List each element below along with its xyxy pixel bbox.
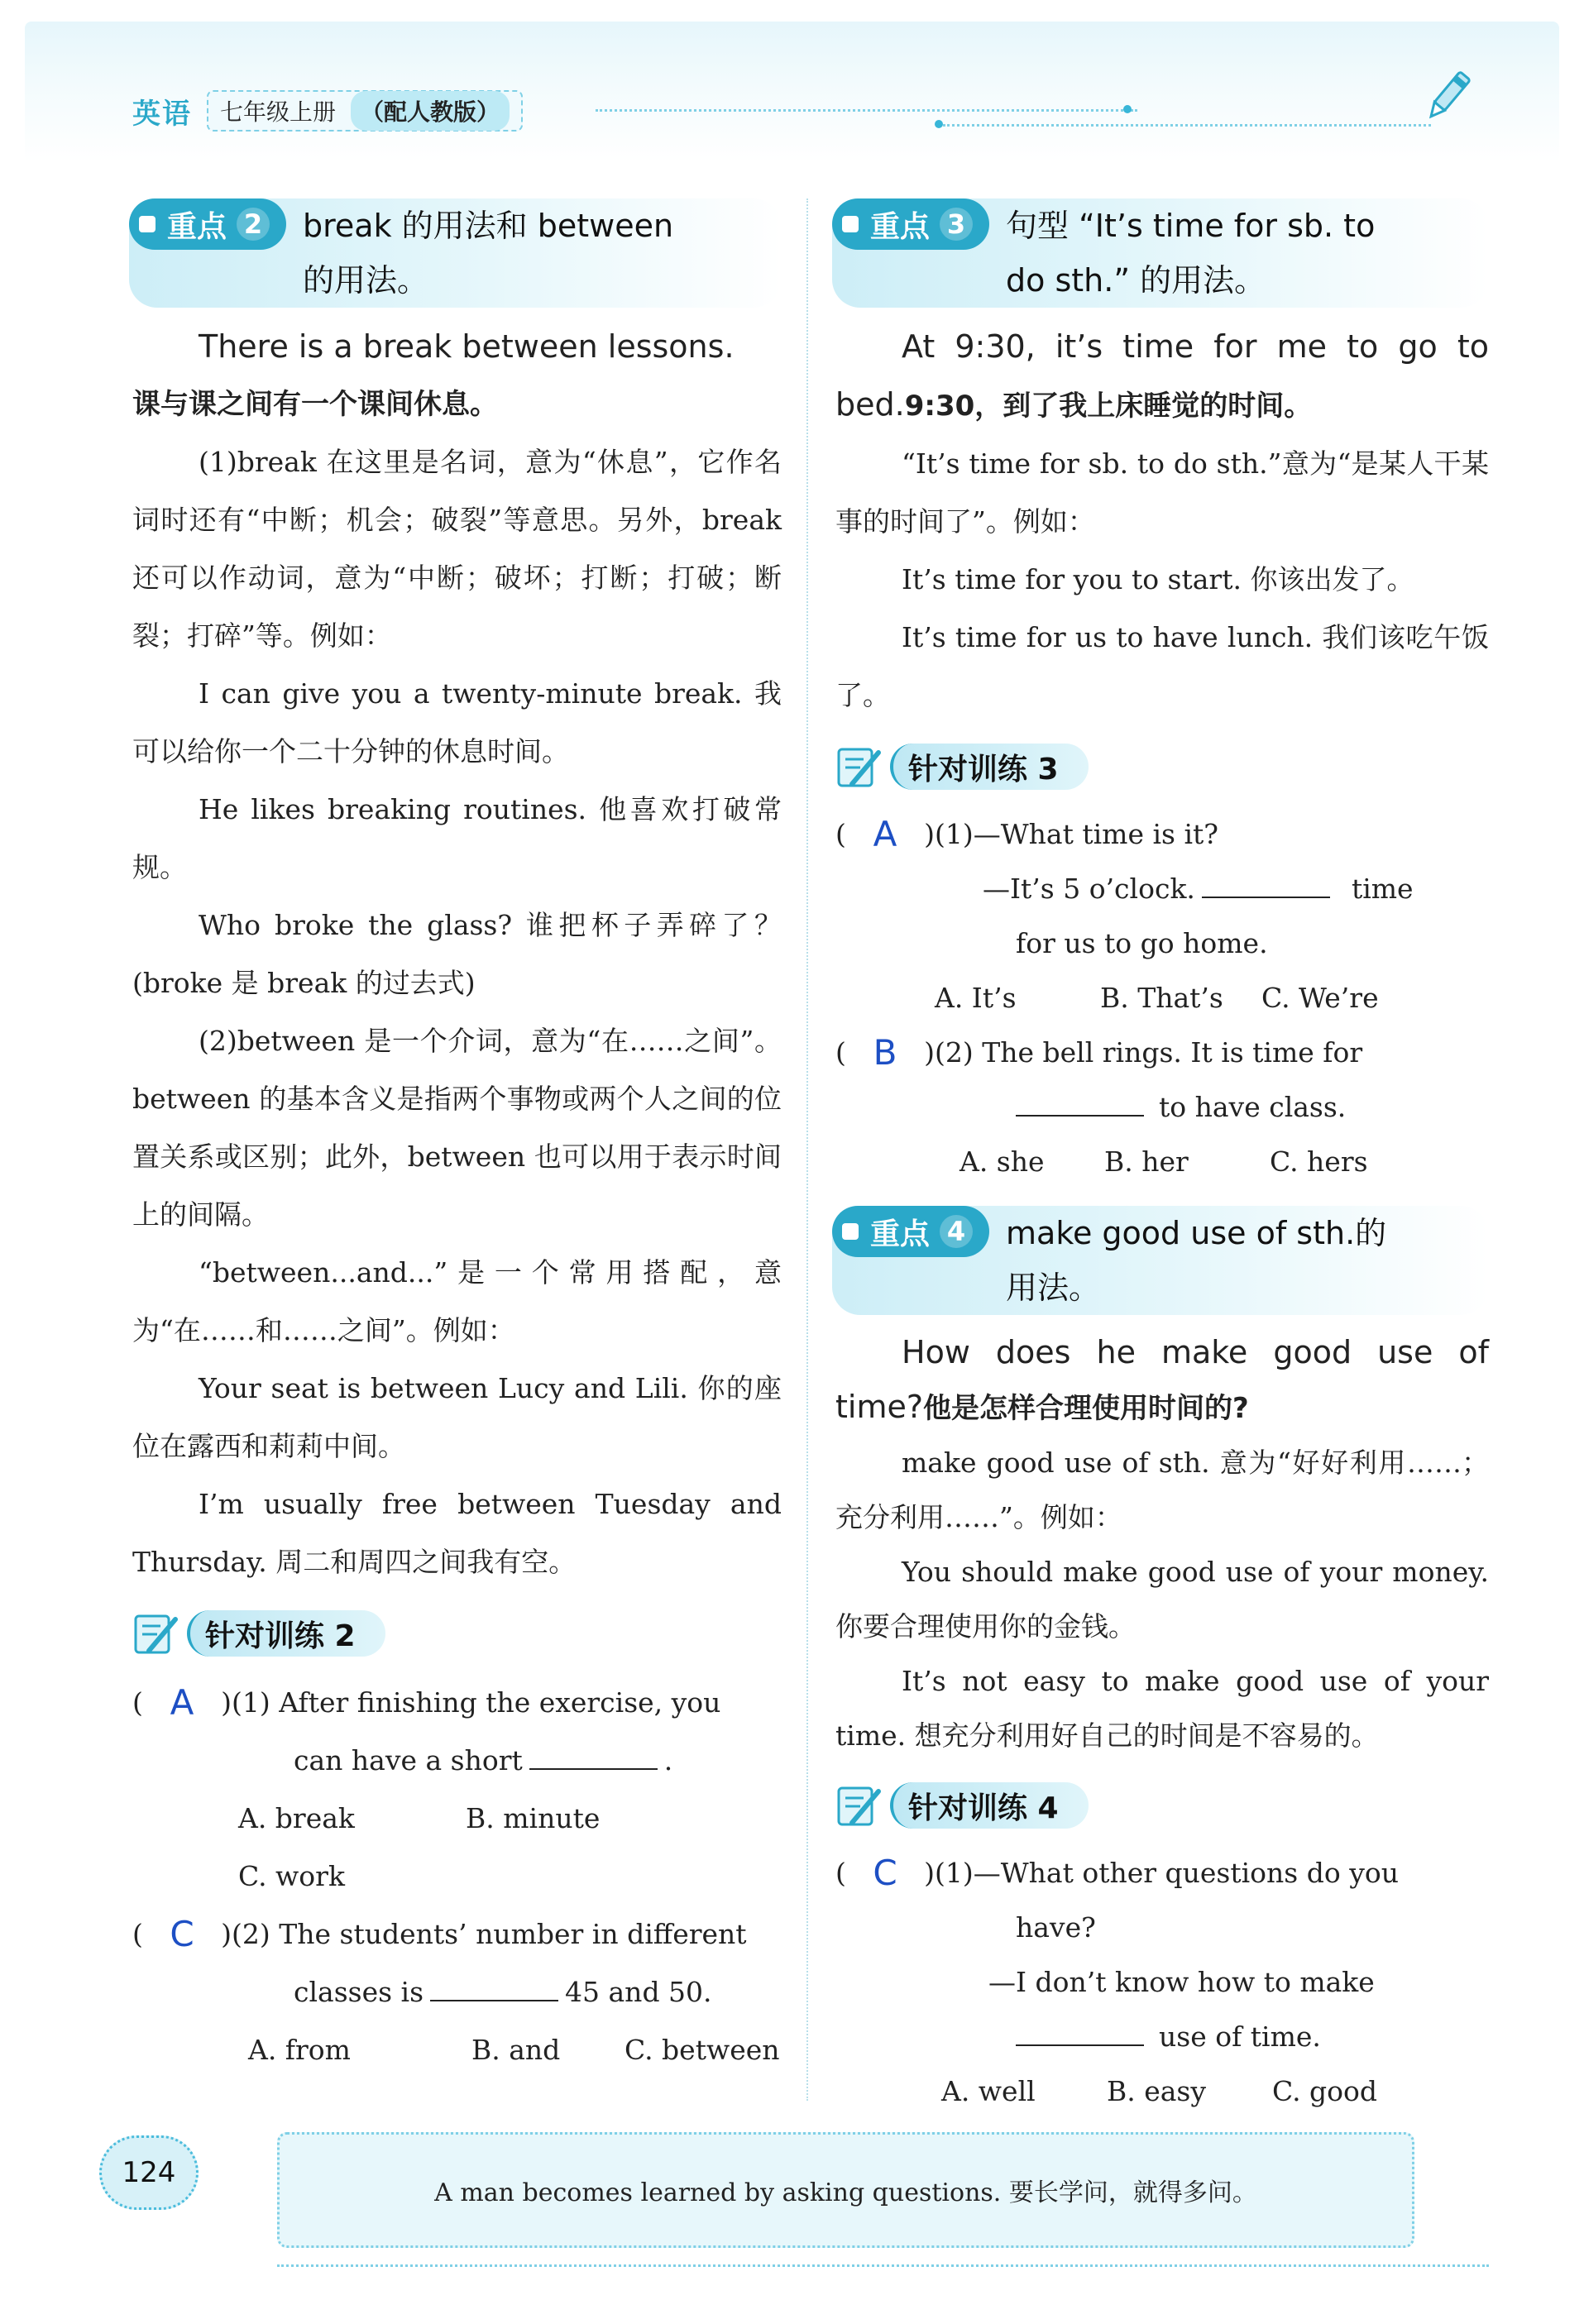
paragraph: He likes breaking routines. 他喜欢打破常规。 (132, 793, 782, 883)
question-text: The bell rings. It is time for (982, 1036, 1363, 1069)
answer-bracket: ( C ) (835, 1846, 935, 1901)
option-c: C. work (238, 1860, 345, 1892)
question-2: ( C ) (2) The students’ number in different classes is 45 and 50. A. from B. and C. between (132, 1906, 782, 2079)
option-a: A. well (941, 2075, 1036, 2107)
option-b: B. and (471, 2034, 561, 2066)
paragraph: It’s time for you to start. 你该出发了。 (902, 563, 1414, 595)
option-b: B. her (1104, 1145, 1189, 1178)
subject-label: 英语 (132, 97, 192, 131)
header-dot (935, 120, 943, 128)
grade-label: 七年级上册 (220, 98, 337, 126)
option-b: B. minute (466, 1802, 601, 1834)
paragraph: Who broke the glass? 谁把杯子弄碎了？(broke 是 break 的过去式) (132, 909, 782, 999)
question-text: The students’ number in different (279, 1918, 747, 1950)
option-a: A. from (248, 2034, 351, 2066)
notepad-pencil-icon (132, 1609, 180, 1657)
page-number: 124 (99, 2135, 199, 2210)
paragraph: (2)between 是一个介词，意为“在……之间”。between 的基本含义是指两个事物或两个人之间的位置关系或区别；此外，between 也可以用于表示时间上的间隔。 (132, 1025, 782, 1231)
column-divider (806, 198, 808, 2101)
answer-blank (1202, 873, 1330, 898)
exercise-label: 针对训练 2 (187, 1610, 385, 1657)
footer-quote: A man becomes learned by asking questions. 要长学问，就得多问。 (434, 2178, 1257, 2207)
key-point-number: 2 (237, 208, 270, 241)
answer-mark: A (873, 814, 897, 854)
exercise-2-header (132, 1606, 782, 1661)
question-1: ( A ) (1) —What time is it? —It’s 5 o’clock. time for us to go home. A. It’s B. That’s C. We’re (835, 807, 1489, 1026)
answer-mark: C (170, 1914, 194, 1954)
option-a: A. break (238, 1802, 355, 1834)
paragraph: “between...and...”是一个常用搭配，意为“在……和……之间”。例如： (132, 1256, 782, 1346)
key-point-title: make good use of sth.的 用法。 (1006, 1215, 1387, 1306)
exercise-4-header (835, 1778, 1489, 1833)
paragraph: (1)break 在这里是名词，意为“休息”，它作名词时还有“中断；机会；破裂”等意思。另外，break 还可以作动词，意为“中断；破坏；打断；打破；断裂；打碎”等。例如： (132, 446, 782, 652)
right-column (835, 198, 1489, 2119)
paragraph: It’s not easy to make good use of your time. 想充分利用好自己的时间是不容易的。 (835, 1665, 1489, 1752)
book-info (207, 90, 523, 132)
answer-blank (529, 1745, 658, 1770)
example-sentence-cn: 课与课之间有一个课间休息。 (132, 388, 498, 421)
question-text: —What other questions do you (973, 1857, 1399, 1889)
key-point-badge: 重点 3 (832, 198, 989, 250)
answer-mark: A (170, 1682, 194, 1723)
example-sentence-en: There is a break between lessons. (199, 328, 735, 365)
exercise-label: 针对训练 3 (890, 744, 1089, 790)
answer-blank (430, 1977, 558, 2001)
header-dotted-line (596, 109, 1137, 112)
answer-bracket: ( C ) (132, 1906, 232, 1963)
footer-quote-box (277, 2132, 1414, 2248)
page-header (132, 88, 523, 134)
key-point-number: 4 (940, 1215, 973, 1248)
header-dot (1123, 105, 1132, 113)
example-sentence: How does he make good use of time?他是怎样合理使用时间的? (835, 1334, 1489, 1425)
question-1: ( C ) (1) —What other questions do you have? —I don’t know how to make use of time. A. well B. easy C. good (835, 1846, 1489, 2119)
square-icon (139, 216, 156, 232)
answer-bracket: ( A ) (132, 1674, 232, 1732)
example-sentence: At 9:30, it’s time for me to go to bed.9:30，到了我上床睡觉的时间。 (835, 328, 1489, 423)
paragraph: make good use of sth. 意为“好好利用……；充分利用……”。例如： (835, 1447, 1489, 1533)
paragraph: I’m usually free between Tuesday and Thursday. 周二和周四之间我有空。 (132, 1488, 782, 1578)
key-point-title: break 的用法和 between 的用法。 (303, 208, 674, 299)
option-a: A. she (959, 1145, 1045, 1178)
key-point-number: 3 (940, 208, 973, 241)
option-c: C. good (1272, 2075, 1378, 2107)
exercise-3-header (835, 739, 1489, 794)
pen-icon (1421, 68, 1474, 126)
footer-dotted-line (277, 2264, 1489, 2267)
notepad-pencil-icon (835, 1781, 883, 1829)
edition-label: （配人教版） (351, 91, 510, 131)
paragraph: “It’s time for sb. to do sth.”意为“是某人干某事的时间了”。例如： (835, 447, 1489, 538)
option-b: B. That’s (1100, 982, 1223, 1014)
option-c: C. between (625, 2034, 780, 2066)
question-2: ( B ) (2) The bell rings. It is time for to have class. A. she B. her C. hers (835, 1026, 1489, 1189)
question-text: —What time is it? (973, 818, 1218, 850)
answer-blank (1016, 2021, 1144, 2046)
notepad-pencil-icon (835, 743, 883, 791)
key-point-badge: 重点 4 (832, 1206, 989, 1257)
answer-bracket: ( A ) (835, 807, 935, 862)
option-c: C. hers (1270, 1145, 1368, 1178)
answer-bracket: ( B ) (835, 1026, 935, 1080)
question-text: After finishing the exercise, you (279, 1686, 721, 1719)
paragraph: Your seat is between Lucy and Lili. 你的座位在露西和莉莉中间。 (132, 1372, 782, 1462)
paragraph: I can give you a twenty-minute break. 我可以给你一个二十分钟的休息时间。 (132, 677, 782, 767)
square-icon (842, 216, 859, 232)
paragraph: You should make good use of your money. 你要合理使用你的金钱。 (835, 1556, 1489, 1643)
option-b: B. easy (1107, 2075, 1207, 2107)
key-point-3-header (832, 198, 1489, 308)
question-1: ( A ) (1) After finishing the exercise, you can have a short . A. break B. minute C. work (132, 1674, 782, 1906)
key-point-title: 句型 “It’s time for sb. to do sth.” 的用法。 (1006, 208, 1376, 299)
paragraph: It’s time for us to have lunch. 我们该吃午饭了。 (835, 621, 1489, 711)
answer-mark: C (873, 1853, 897, 1893)
key-point-4-header (832, 1206, 1489, 1315)
header-dotted-line-2 (943, 124, 1431, 127)
square-icon (842, 1223, 859, 1240)
option-a: A. It’s (935, 982, 1017, 1014)
answer-blank (1016, 1092, 1144, 1117)
exercise-label: 针对训练 4 (890, 1782, 1089, 1829)
key-point-badge: 重点 2 (129, 198, 286, 250)
option-c: C. We’re (1261, 982, 1379, 1014)
answer-mark: B (873, 1032, 897, 1073)
key-point-2-header (129, 198, 782, 308)
left-column (132, 198, 782, 2079)
